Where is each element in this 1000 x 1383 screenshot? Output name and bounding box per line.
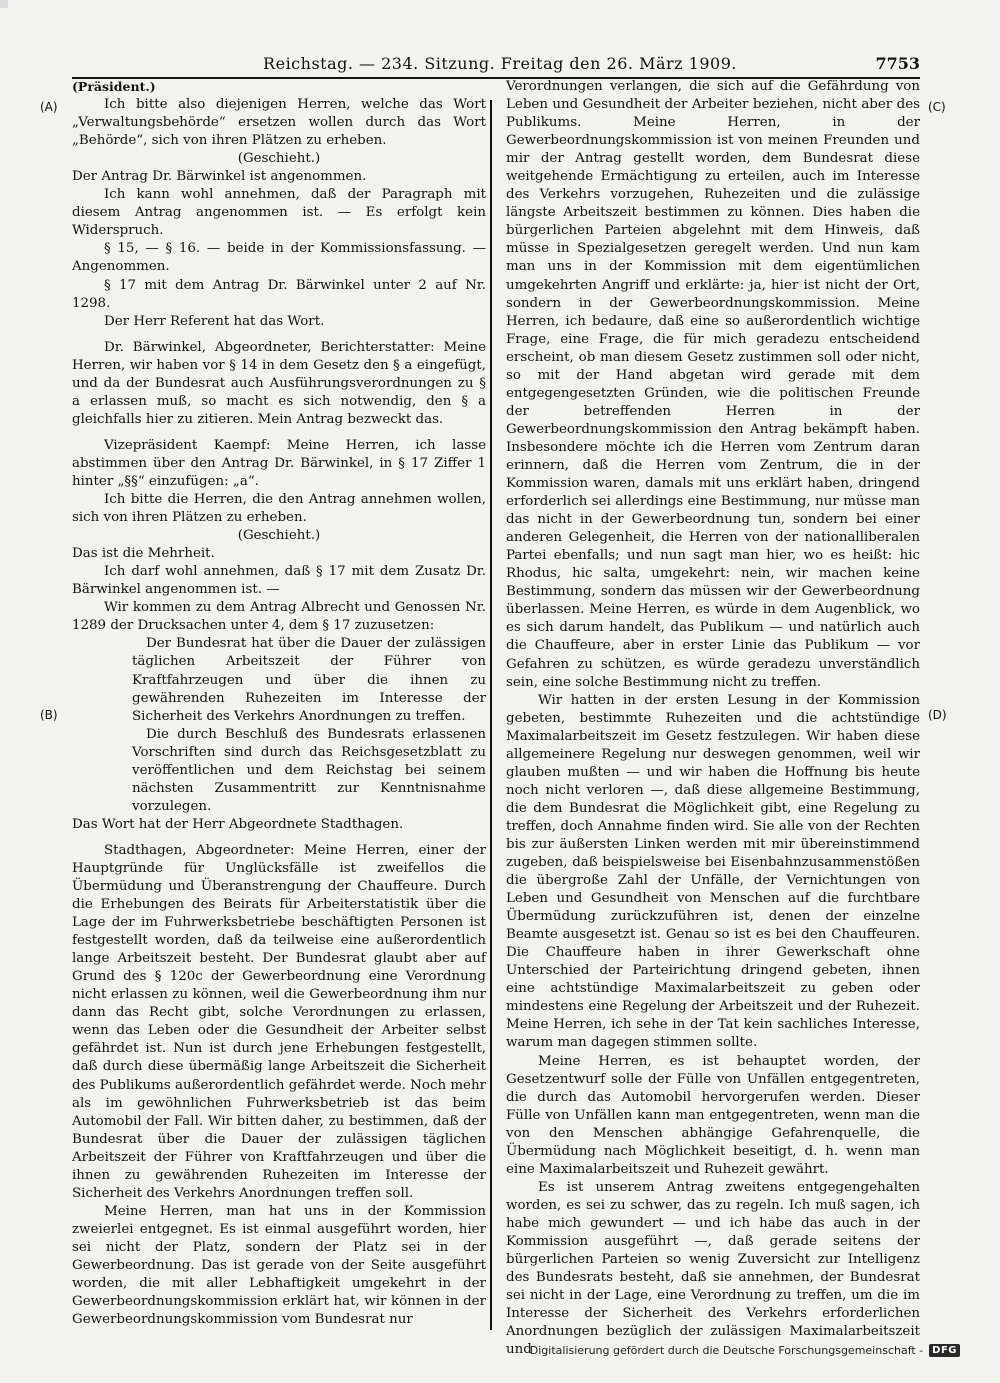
page-footer [530,1344,960,1357]
paragraph: Ich darf wohl annehmen, daß § 17 mit dem Zusatz Dr. Bärwinkel angenommen ist. — [72,564,486,598]
motion-text: Die durch Beschluß des Bundesrats erlassenen Vorschriften sind durch das Reichsgesetzblatt zu veröffentlichen und dem Reichstag bei seinem nächsten Zusammentritt zur Kenntnisnahme vorzulegen. [132,726,486,814]
paragraph: § 15, — § 16. — beide in der Kommissionsfassung. — Angenommen. [72,241,486,275]
paragraph: Wir hatten in der ersten Lesung in der Kommission gebeten, bestimmte Ruhezeiten und die achtstündige Maximalarbeitszeit im Gesetz festzulegen. Wir haben diese allgemeinere Regelung nur deswegen genommen, weil wir glauben mußten — und wir haben die Hoffnung bis heute noch nicht verloren —, daß diese allgemeine Bestimmung, die dem Bundesrat die Möglichkeit gibt, eine Regelung zu treffen, doch Annahme finden wird. Sie alle von der Rechten bis zur äußersten Linken werden mit mir übereinstimmend zugeben, daß beispielsweise bei Eisenbahnzusammenstößen die übergroße Zahl der Unfälle, der Vernichtungen von Leben und Gesundheit von Menschen auf die furchtbare Übermüdung zurückzuführen ist, denen der einzelne Beamte ausgesetzt ist. Genau so ist es bei den Chauffeuren. Die Chauffeure haben in ihrer Gewerkschaft ohne Unterschied der Parteirichtung dringend gebeten, ihnen eine achtstündige Maximalarbeitszeit zu geben oder mindestens eine Regelung der Arbeitszeit und der Ruhezeit. Meine Herren, ich sehe in der Tat kein sachliches Interesse, warum man dagegen stimmen sollte. [506,692,920,1051]
speech-baerwinkel: Dr. Bärwinkel, Abgeordneter, Berichterstatter: Meine Herren, wir haben vor § 14 in dem Gesetz den § a eingefügt, und da der Bundesrat auch Ausführungsverordnungen zu § a erlassen muß, so macht es sich notwendig, den § a gleichfalls hier zu zitieren. Mein Antrag bezweckt das. [72,339,486,427]
paragraph: Meine Herren, es ist behauptet worden, der Gesetzentwurf solle der Fülle von Unfällen entgegentreten, die durch das Automobil hervorgerufen werden. Dieser Fülle von Unfällen kann man entgegentreten, wenn man die von den Menschen abhängige Gefahrenquelle, die Übermüdung nach Möglichkeit beseitigt, d. h. wenn man eine Maximalarbeitszeit und Ruhezeit gewährt. [506,1053,920,1177]
left-column [72,78,486,1329]
column-divider [490,100,492,1330]
page-title: Reichstag. — 234. Sitzung. Freitag den 26. März 1909. [263,54,737,73]
motion-text: Der Bundesrat hat über die Dauer der zulässigen täglichen Arbeitszeit der Führer von Kraftfahrzeugen und über die ihnen zu gewährenden Ruhezeiten im Interesse der Sicherheit des Verkehrs Anordnungen zu treffen. [132,636,486,724]
paragraph: Verordnungen verlangen, die sich auf die Gefährdung von Leben und Gesundheit der Arbeiter beziehen, nicht aber des Publikums. Meine Herren, in der Gewerbeordnungskommission ist von meinen Freunden und mir der Antrag gestellt worden, dem Bundesrat diese weitgehende Ermächtigung zu erteilen, auch im Interesse des Verkehrs vorzugehen, Ruhezeiten und die zulässige längste Arbeitszeit bestimmen zu können. Dies haben die bürgerlichen Parteien abgelehnt mit dem Hinweis, daß müsse in Spezialgesetzen geregelt werden. Und nun kam man uns in der Kommission mit dem eigentümlichen umgekehrten Angriff und erklärte: ja, hier ist nicht der Ort, sondern in der Gewerbeordnungskommission. Meine Herren, ich bedaure, daß eine so außerordentlich wichtige Frage, eine Frage, die für mich geradezu entscheidend erscheint, ob man diesem Gesetz zustimmen soll oder nicht, so mit der Hand abgetan wird gerade mit dem entgegengesetzten Gründen, wie die politischen Freunde der betreffenden Herren in der Gewerbeordnungskommission den Antrag bekämpft haben. Insbesondere möchte ich die Herren vom Zentrum daran erinnern, daß die Herren vom Zentrum, die in der Kommission waren, damals mit uns erklärt haben, dringend erforderlich sei allerdings eine Bestimmung, nur müsse man das nicht in der Gewerbeordnung tun, sondern bei einer anderen Gelegenheit, die Herren von der nationalliberalen Partei ebenfalls; und nun sagt man hier, wo es heißt: hic Rhodus, hic salta, umgekehrt: nein, wir machen keine Bestimmung, sondern das müssen wir der Gewerbeordnung überlassen. Meine Herren, es würde in dem Augenblick, wo es sich darum handelt, das Publikum — und natürlich auch die Chauffeure, aber in erster Linie das Publikum — vor Gefahren zu schützen, es würde geradezu unverständlich sein, eine solche Bestimmung nicht zu treffen. [506,79,920,690]
margin-mark-b: (B) [40,708,58,722]
paragraph: Der Herr Referent hat das Wort. [104,313,325,329]
stage-direction: (Geschieht.) [237,528,321,544]
paragraph: Das Wort hat der Herr Abgeordnete Stadthagen. [72,816,404,832]
paragraph: Wir kommen zu dem Antrag Albrecht und Genossen Nr. 1289 der Drucksachen unter 4, dem § 17 zuzusetzen: [72,600,486,634]
paragraph: § 17 mit dem Antrag Dr. Bärwinkel unter 2 auf Nr. 1298. [72,277,486,311]
margin-mark-a: (A) [40,100,58,114]
speech-stadthagen: Stadthagen, Abgeordneter: Meine Herren, einer der Hauptgründe für Unglücksfälle ist zweifellos die Übermüdung und Überanstrengung der Chauffeure. Durch die Erhebungen des Beirats für Arbeiterstatistik über die Lage der im Fuhrwerksbetriebe beschäftigten Personen ist festgestellt worden, daß da teilweise eine außerordentlich lange Arbeitszeit besteht. Der Bundesrat glaubt aber auf Grund des § 120c der Gewerbeordnung eine Verordnung nicht erlassen zu können, weil die Gewerbeordnung ihm nur dann das Recht gibt, solche Verordnungen zu erlassen, wenn das Leben oder die Gesundheit der Arbeiter selbst gefährdet ist. Nun ist durch jene Erhebungen festgestellt, daß durch diese übermäßig lange Arbeitszeit die Sicherheit des Publikums außerordentlich gefährdet werde. Noch mehr als im gewöhnlichen Fuhrwerksbetrieb ist das beim Automobil der Fall. Wir bitten daher, zu bestimmen, daß der Bundesrat über die Dauer der zulässigen täglichen Arbeitszeit der Führer von Kraftfahrzeugen und über die ihnen zu gewährenden Ruhezeiten im Interesse der Sicherheit des Verkehrs Anordnungen treffen soll. [72,842,486,1201]
page-header [0,48,1000,78]
speech-kaempf: Vizepräsident Kaempf: Meine Herren, ich lasse abstimmen über den Antrag Dr. Bärwinkel, in § 17 Ziffer 1 hinter „§§“ einzufügen: „a“. [72,437,486,489]
paragraph: Ich kann wohl annehmen, daß der Paragraph mit diesem Antrag angenommen ist. — Es erfolgt kein Widerspruch. [72,187,486,239]
right-column [506,78,920,1359]
margin-mark-c: (C) [928,100,946,114]
dfg-logo: DFG [929,1344,960,1357]
section-label: (Präsident.) [72,79,156,94]
paragraph: Der Antrag Dr. Bärwinkel ist angenommen. [72,169,367,185]
paragraph: Ich bitte also diejenigen Herren, welche das Wort „Verwaltungsbehörde“ ersetzen wollen durch das Wort „Behörde“, sich von ihren Plätzen zu erheben. [72,97,486,149]
paragraph: Es ist unserem Antrag zweitens entgegengehalten worden, es sei zu schwer, das zu regeln. Ich muß sagen, ich habe mich gewundert — und ich habe das auch in der Kommission ausgeführt —, daß gerade seitens der bürgerlichen Parteien so wenig Zuversicht zur Intelligenz des Bundesrats besteht, daß sie annehmen, der Bundesrat sei nicht in der Lage, eine Verordnung zu treffen, um die im Interesse der Sicherheit des Verkehrs erforderlichen Anordnungen bezüglich der zulässigen Maximalarbeitszeit und [506,1179,920,1358]
paragraph: Das ist die Mehrheit. [72,546,215,562]
stage-direction: (Geschieht.) [237,151,321,167]
footer-text: Digitalisierung gefördert durch die Deutsche Forschungsgemeinschaft - [529,1344,924,1357]
scan-corner [0,0,8,8]
paragraph: Ich bitte die Herren, die den Antrag annehmen wollen, sich von ihren Plätzen zu erheben. [72,492,486,526]
paragraph: Meine Herren, man hat uns in der Kommission zweierlei entgegnet. Es ist einmal ausgeführt worden, hier sei nicht der Platz, sondern der Platz sei in der Gewerbeordnung. Das ist gerade von der Seite ausgeführt worden, die mit aller Lebhaftigkeit umgekehrt in der Gewerbeordnungskommission erklärt hat, wir können in der Gewerbeordnungskommission vom Bundesrat nur [72,1203,486,1328]
page-number: 7753 [875,54,920,73]
margin-mark-d: (D) [928,708,947,722]
